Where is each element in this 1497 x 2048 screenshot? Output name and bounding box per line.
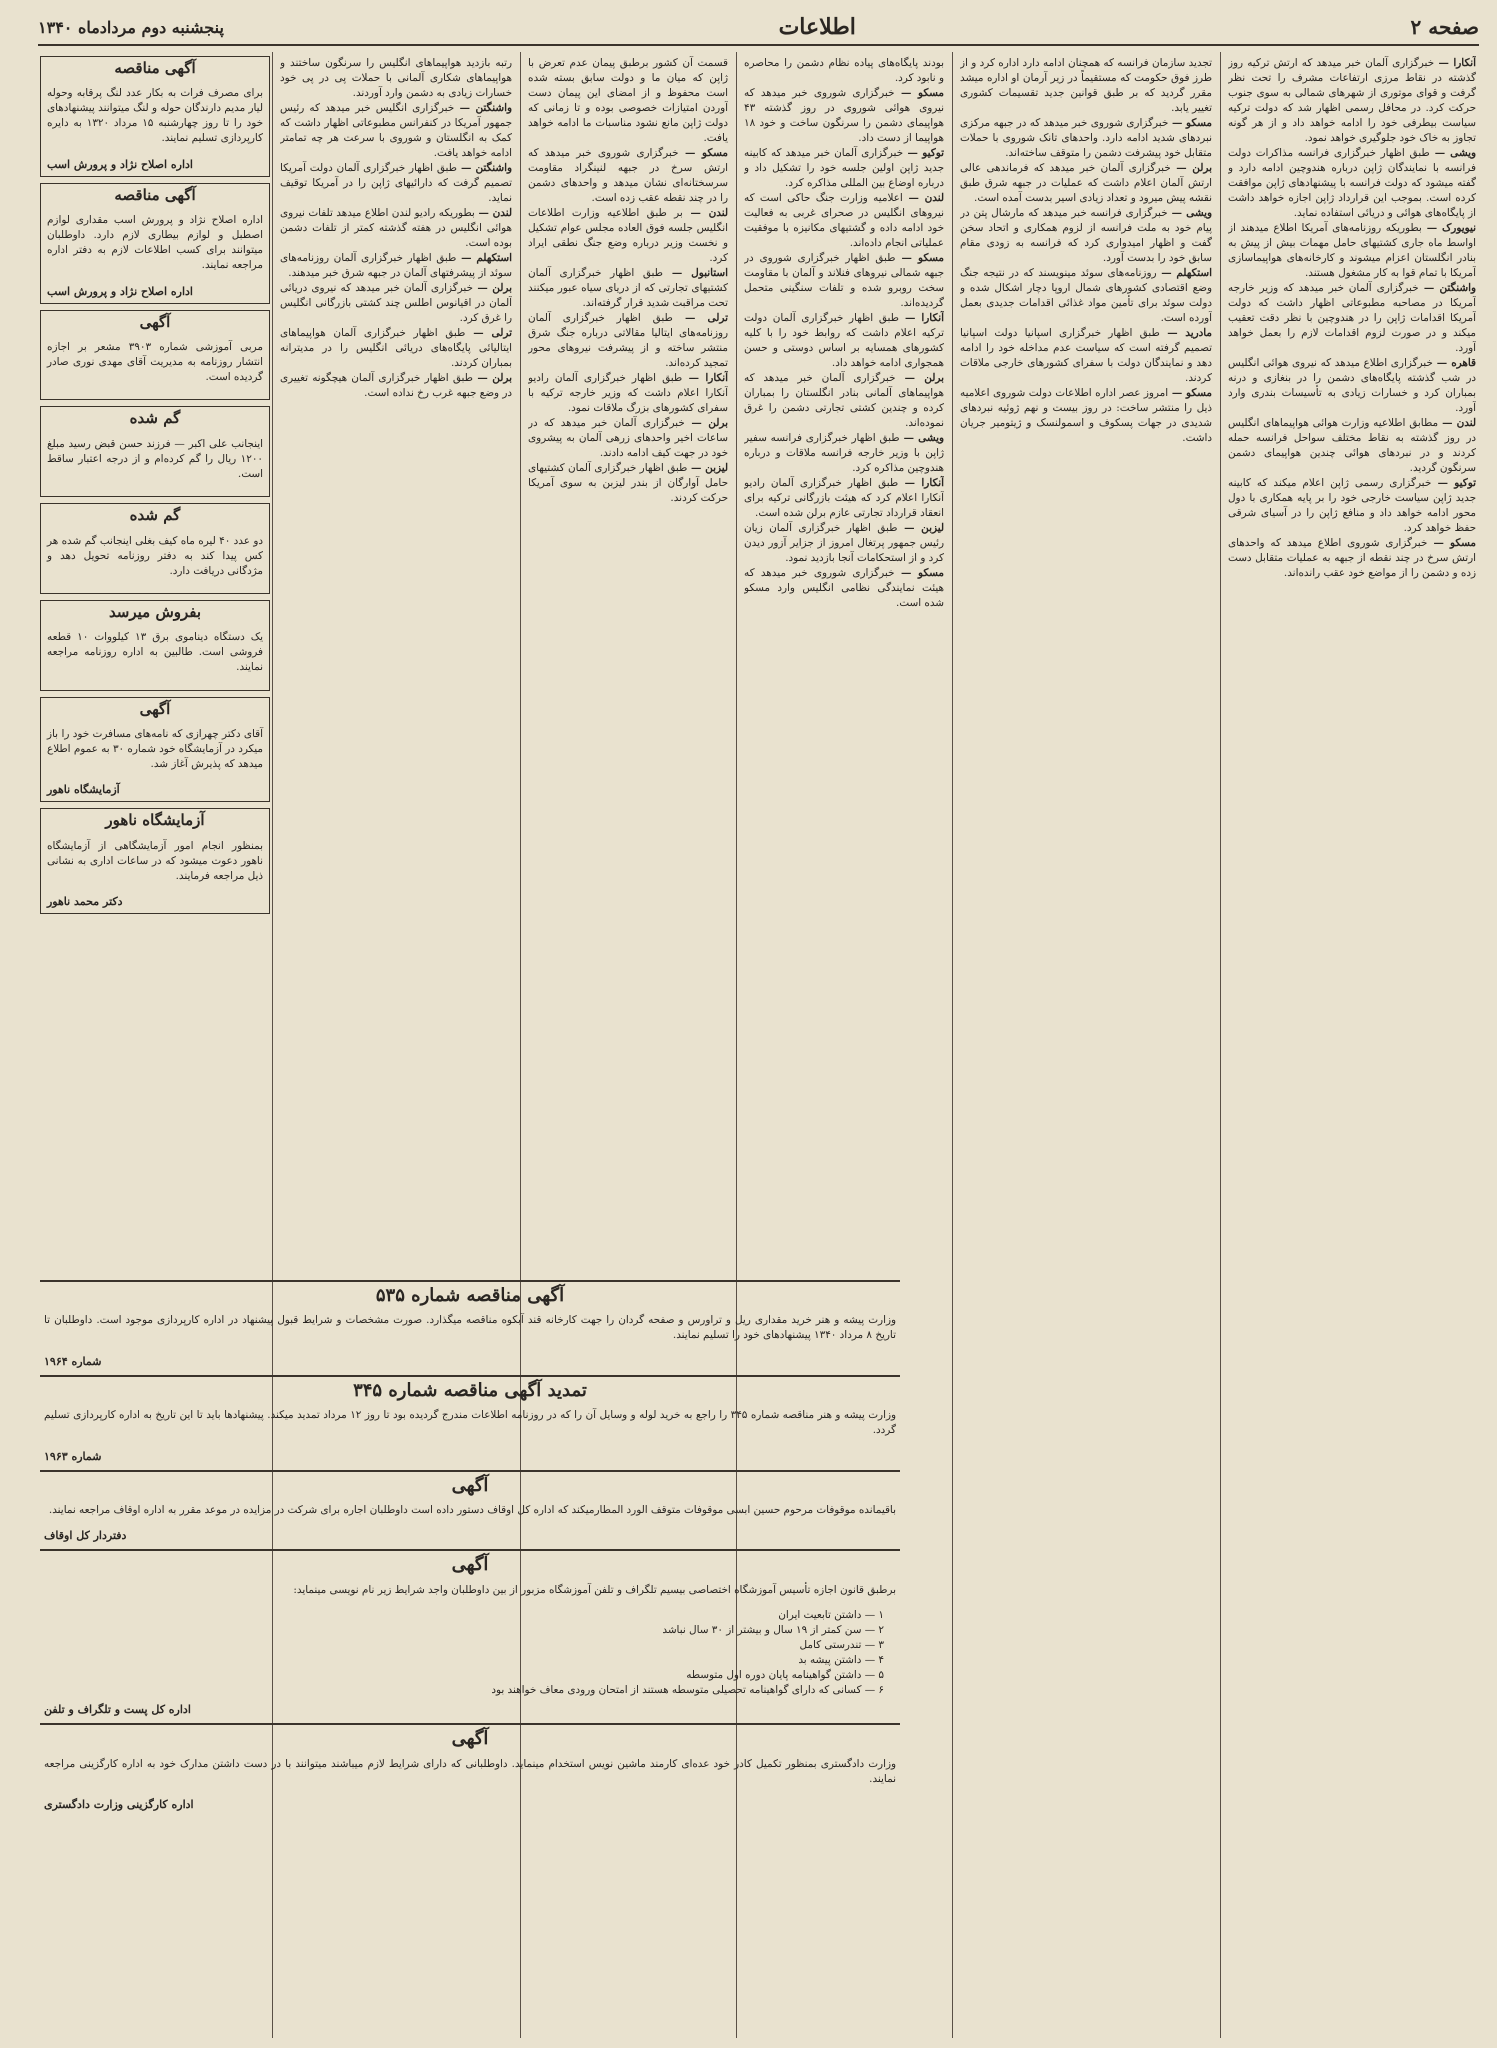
- official-notice: [40, 1470, 900, 1550]
- dispatch-text: طبق اظهار خبرگزاری آلمان روزنامه‌های سوئد از پیشرفتهای آلمان در جبهه شرق خبر میدهند.: [280, 252, 512, 279]
- news-dispatch: [744, 191, 944, 251]
- notice-body: وزارت پیشه و هنر خرید مقداری ریل و تراورس و صفحه گردان را جهت کارخانه قند آبکوه مناقصه میگذارد. صورت مشخصات و شرایط قبول پیشنهاد در اداره کارپردازی موجود است. داوطلبان تا تاریخ ۸ مرداد ۱۳۴۰ پیشنهادهای خود را تسلیم نمایند.: [44, 1314, 896, 1342]
- classified-ad: [40, 406, 270, 497]
- news-dispatch: [280, 281, 512, 326]
- dateline: توکیو —: [1431, 477, 1476, 489]
- dispatch-text: خبرگزاری آلمان خبر میدهد که در ساعات اخیر واحدهای زرهی آلمان به پیشروی خود در جهت کیف ادامه دادند.: [528, 417, 728, 459]
- dispatch-text: خبرگزاری آلمان خبر میدهد که هواپیماهای آلمانی بنادر انگلستان را بمباران کرده و چندین کشتی تجارتی دشمن را غرق نموده‌اند.: [744, 372, 944, 429]
- news-dispatch: [1228, 536, 1476, 581]
- news-dispatch: [744, 476, 944, 521]
- dateline: استکهلم —: [456, 252, 512, 264]
- dateline: ترلی —: [465, 327, 512, 339]
- newspaper-title: اطلاعات: [778, 14, 856, 40]
- dispatch-text: خبرگزاری فرانسه خبر میدهد که مارشال پتن در پیام خود به ملت فرانسه از لزوم همکاری و اتحاد سخن گفت و اظهار امیدواری کرد که فرانسه به زودی مقام سابق خود را بدست آورد.: [960, 207, 1212, 264]
- dateline: مسکو —: [895, 252, 944, 264]
- notice-body: وزارت پیشه و هنر مناقصه شماره ۳۴۵ را راجع به خرید لوله و وسایل آن را که در روزنامه اطلاعات مندرج گردیده بود تا روز ۱۲ مرداد تمدید میکند. پیشنهادها باید تا این تاریخ به اداره کارپردازی تسلیم گردد.: [44, 1409, 896, 1437]
- ad-body: مربی آموزشی شماره ۳۹۰۳ مشعر بر اجازه انتشار روزنامه به مدیریت آقای مهدی نوری صادر گردیده است.: [47, 340, 263, 383]
- ad-body: اداره اصلاح نژاد و پرورش اسب مقداری لوازم اصطبل و لوازم بیطاری لازم دارد. داوطلبان میتوانند برای کسب اطلاعات لازم به دفتر اداره مراجعه نمایند.: [47, 214, 263, 272]
- news-column-5: [280, 56, 512, 1268]
- dateline: ویشی —: [899, 432, 944, 444]
- dispatch-text: طبق اظهار خبرگزاری آلمان کشتیهای تجارتی که از دریای سیاه عبور میکنند تحت مراقبت شدید قرار گرفته‌اند.: [528, 267, 728, 309]
- dateline: برلن —: [1170, 162, 1212, 174]
- ad-signature: دکتر محمد ناهور: [47, 895, 123, 909]
- dateline: برلن —: [472, 282, 512, 294]
- official-notice: [40, 1549, 900, 1723]
- dateline: واشنگتن —: [1418, 282, 1476, 294]
- dateline: مسکو —: [678, 147, 728, 159]
- dispatch-text: بودند پایگاه‌های پیاده نظام دشمن را محاصره و نابود کرد.: [744, 57, 944, 84]
- dispatch-text: امروز عصر اداره اطلاعات دولت شوروی اعلامیه ذیل را منتشر ساخت: در روز بیست و نهم ژوئیه نبردهای شدیدی در جهات پسکوف و اسمولنسک و ژیتومیر جریان داشت.: [960, 387, 1212, 444]
- news-column-2: [960, 56, 1212, 2036]
- dateline: مادرید —: [1159, 327, 1212, 339]
- news-dispatch: [528, 146, 728, 206]
- dateline: ترلی —: [672, 312, 728, 324]
- dateline: مسکو —: [894, 87, 944, 99]
- ad-body: اینجانب علی اکبر — فرزند حسن قبض رسید مبلغ ۱۲۰۰ ریال را گم کرده‌ام و از درجه اعتبار ساقط است.: [47, 437, 263, 480]
- dispatch-text: خبرگزاری آلمان خبر میدهد که ارتش ترکیه روز گذشته در نقاط مرزی ارتفاعات مشرف را تحت نظر گرفت و قوای موتوری از شهرهای شمالی به سوی جنوب حرکت کرد. در محافل رسمی اظهار شد که دولت ترکیه سیاست بیطرفی خود را ادامه خواهد داد و از هر گونه تجاوز به خاک خود جلوگیری خواهد نمود.: [1228, 57, 1476, 144]
- ads-column: [40, 56, 270, 1274]
- classified-ad: [40, 600, 270, 691]
- news-dispatch: [744, 566, 944, 611]
- notice-title: آگهی: [451, 1474, 489, 1496]
- requirement-item: ۱ — داشتن تابعیت ایران: [778, 1609, 884, 1622]
- ad-signature: اداره اصلاح نژاد و پرورش اسب: [47, 284, 193, 298]
- news-dispatch: [280, 326, 512, 371]
- dateline: ویشی —: [1167, 207, 1212, 219]
- notice-body: وزارت دادگستری بمنظور تکمیل کادر خود عده‌ای کارمند ماشین نویس استخدام مینماید. داوطلبانی که دارای شرایط لازم میباشند میتوانند با در دست داشتن مدارک خود به اداره کارگزینی مراجعه نمایند.: [44, 1757, 896, 1785]
- news-column-4: [528, 56, 728, 1268]
- dispatch-text: طبق اظهار خبرگزاری فرانسه مذاکرات دولت فرانسه با نمایندگان ژاپن درباره هندوچین ادامه دارد و گفته میشود که دولت فرانسه با پیشنهادهای ژاپن موافقت کرده است. بموجب این قرارداد ژاپن اجازه خواهد داشت از پایگاه‌های هوائی و دریائی استفاده نماید.: [1228, 147, 1476, 219]
- ad-title: آزمایشگاه ناهور: [105, 811, 205, 830]
- dispatch-text: طبق اظهار خبرگزاری آلمان هیچگونه تغییری در وضع جبهه غرب رخ نداده است.: [280, 372, 512, 399]
- news-dispatch: [744, 146, 944, 191]
- classified-ad: [40, 183, 270, 304]
- dispatch-text: رتبه بازدید هواپیماهای انگلیس را سرنگون ساختند و هواپیماهای شکاری آلمانی با حملات پی در پی خود خسارات زیادی به دشمن وارد آوردند.: [280, 57, 512, 99]
- classified-ad: [40, 697, 270, 803]
- column-rule: [1220, 52, 1221, 2038]
- dispatch-text: بر طبق اطلاعیه وزارت اطلاعات انگلیس جلسه فوق العاده مجلس عوام تشکیل و نخست وزیر درباره وضع جنگ نطقی ایراد کرد.: [528, 207, 728, 264]
- dateline: مسکو —: [1168, 117, 1212, 129]
- ad-body: بمنظور انجام امور آزمایشگاهی از آزمایشگاه ناهور دعوت میشود که در ساعات اداری به نشانی ذیل مراجعه فرمایند.: [47, 839, 263, 882]
- dispatch-text: بطوریکه رادیو لندن اطلاع میدهد تلفات نیروی هوائی انگلیس در هفته گذشته کمتر از تلفات دشمن بوده است.: [280, 207, 512, 249]
- notice-signature: اداره کارگزینی وزارت دادگستری: [44, 1797, 194, 1811]
- dispatch-text: خبرگزاری شوروی خبر میدهد که در جبهه مرکزی نبردهای شدید ادامه دارد. واحدهای تانک شوروی با حملات متقابل خود پیشرفت دشمن را متوقف ساخته‌اند.: [960, 117, 1212, 159]
- dateline: لندن —: [902, 192, 944, 204]
- ad-body: دو عدد ۴۰ لیره ماه کیف بغلی اینجانب گم شده هر کس پیدا کند به دفتر روزنامه تحویل دهد و مژدگانی دریافت دارد.: [47, 534, 263, 577]
- news-dispatch: [1228, 221, 1476, 281]
- ad-signature: آزمایشگاه ناهور: [47, 783, 120, 797]
- ad-title: بفروش میرسد: [108, 602, 202, 621]
- dateline: برلن —: [472, 372, 512, 384]
- dispatch-text: خبرگزاری انگلیس خبر میدهد که رئیس جمهور آمریکا در کنفرانس مطبوعاتی اظهار داشت که کمک به انگلستان و شوروی با سرعت هر چه تمامتر ادامه خواهد یافت.: [280, 102, 512, 159]
- dateline: لیزبن —: [687, 462, 728, 474]
- dateline: لندن —: [474, 207, 512, 219]
- news-dispatch: [528, 56, 728, 146]
- notice-signature: شماره ۱۹۶۳: [44, 1449, 102, 1463]
- news-dispatch: [280, 206, 512, 251]
- news-dispatch: [744, 86, 944, 146]
- ad-body: آقای دکتر چهرازی که نامه‌های مسافرت خود را باز میکرد در آزمایشگاه خود شماره ۳۰ به عموم اطلاع میدهد که پذیرش آغاز شد.: [47, 728, 263, 771]
- news-dispatch: [744, 311, 944, 371]
- dateline: برلن —: [684, 417, 728, 429]
- news-dispatch: [280, 371, 512, 401]
- issue-date: پنجشنبه دوم مردادماه ۱۳۴۰: [38, 17, 224, 37]
- news-dispatch: [960, 56, 1212, 116]
- news-dispatch: [960, 386, 1212, 446]
- news-dispatch: [528, 371, 728, 416]
- dispatch-text: طبق اظهار خبرگزاری شوروی در جبهه شمالی نیروهای فنلاند و آلمان با مقاومت سخت روبرو شده و تلفات سنگینی متحمل گردیده‌اند.: [744, 252, 944, 309]
- notice-signature: شماره ۱۹۶۴: [44, 1354, 102, 1368]
- news-dispatch: [744, 521, 944, 566]
- ad-title: گم شده: [129, 409, 181, 428]
- dateline: مسکو —: [1427, 537, 1476, 549]
- dateline: لندن —: [1438, 417, 1476, 429]
- official-notices: [40, 1280, 900, 2034]
- news-dispatch: [528, 206, 728, 266]
- dateline: مسکو —: [894, 567, 944, 579]
- requirement-item: ۲ — سن کمتر از ۱۹ سال و بیشتر از ۳۰ سال نباشد: [662, 1624, 884, 1637]
- dateline: آنکارا —: [898, 477, 944, 489]
- dateline: توکیو —: [903, 147, 944, 159]
- dispatch-text: مطابق اطلاعیه وزارت هوائی هواپیماهای انگلیس در روز گذشته به نقاط مختلف سواحل فرانسه حمله کردند و در نبردهای هوائی چندین هواپیمای دشمن سرنگون گردید.: [1228, 417, 1476, 474]
- ad-title: گم شده: [129, 506, 181, 525]
- dispatch-text: طبق اظهار خبرگزاری آلمان رادیو آنکارا اعلام کرد که هیئت بازرگانی ترکیه برای انعقاد قرارداد تجارتی عازم برلن شده است.: [744, 477, 944, 519]
- news-dispatch: [1228, 476, 1476, 536]
- page-header: [38, 10, 1479, 46]
- classified-ad: [40, 503, 270, 594]
- ad-title: آگهی مناقصه: [114, 185, 196, 204]
- ad-body: یک دستگاه دیناموی برق ۱۳ کیلووات ۱۰ قطعه فروشی است. طالبین به اداره روزنامه مراجعه نمایند.: [47, 631, 263, 674]
- dateline: آنکارا —: [1434, 57, 1476, 69]
- dispatch-text: طبق اظهار خبرگزاری اسپانیا دولت اسپانیا تصمیم گرفته است که سیاست عدم مداخله خود را ادامه دهد و نمایندگان دولت با سفرای کشورهای خارجی ملاقات کردند.: [960, 327, 1212, 384]
- dateline: ویشی —: [1429, 147, 1476, 159]
- dispatch-text: خبرگزاری رسمی ژاپن اعلام میکند که کابینه جدید ژاپن سیاست خارجی خود را بر پایه همکاری با دول محور ادامه خواهد داد و منافع ژاپن را در آسیای شرقی حفظ خواهد کرد.: [1228, 477, 1476, 534]
- ad-title: آگهی مناقصه: [114, 59, 196, 77]
- news-dispatch: [280, 101, 512, 161]
- dateline: برلن —: [895, 372, 944, 384]
- ad-signature: اداره اصلاح نژاد و پرورش اسب: [47, 157, 193, 171]
- dispatch-text: بطوریکه روزنامه‌های آمریکا اطلاع میدهند از اواسط ماه جاری کشتیهای حامل مهمات بیش از پیش به بنادر انگلستان اعزام میشوند و کارخانه‌های هواپیماسازی آمریکا با تمام قوا به کار مشغول هستند.: [1228, 222, 1476, 279]
- notice-title: آگهی: [451, 1728, 489, 1750]
- notice-signature: دفتردار کل اوقاف: [44, 1529, 127, 1543]
- news-dispatch: [1228, 146, 1476, 221]
- official-notice: [40, 1375, 900, 1470]
- news-dispatch: [1228, 416, 1476, 476]
- dispatch-text: خبرگزاری آلمان خبر میدهد که فرماندهی عالی ارتش آلمان اعلام داشت که عملیات در جبهه شرق طبق نقشه پیش میرود و تعداد زیادی اسیر بدست آمده است.: [960, 162, 1212, 204]
- dispatch-text: اعلامیه وزارت جنگ حاکی است که نیروهای انگلیس در صحرای غربی به فعالیت خود ادامه داده و گشتیهای مکانیزه با موفقیت عملیاتی انجام داده‌اند.: [744, 192, 944, 249]
- news-dispatch: [280, 56, 512, 101]
- news-dispatch: [960, 161, 1212, 206]
- news-dispatch: [1228, 281, 1476, 356]
- news-dispatch: [280, 161, 512, 206]
- notice-title: تمدید آگهی مناقصه شماره ۳۴۵: [353, 1379, 587, 1401]
- page-number: صفحه ۲: [1410, 15, 1479, 39]
- dateline: قاهره —: [1432, 357, 1476, 369]
- classified-ad: [40, 808, 270, 914]
- dispatch-text: طبق اظهار خبرگزاری آلمان هواپیماهای ایتالیائی پایگاه‌های دریائی انگلیس را در مدیترانه بمباران کردند.: [280, 327, 512, 369]
- news-dispatch: [528, 461, 728, 506]
- dispatch-text: خبرگزاری شوروی خبر میدهد که نیروی هوائی شوروی در روز گذشته ۴۳ هواپیمای دشمن را سرنگون ساخت و خود ۱۸ هواپیما از دست داد.: [744, 87, 944, 144]
- news-dispatch: [528, 416, 728, 461]
- dateline: واشنگتن —: [456, 162, 512, 174]
- news-dispatch: [960, 206, 1212, 266]
- ad-body: برای مصرف فرات به بکار عدد لنگ پرقابه وحوله لیار مدیم دارندگان حوله و لنگ میتوانند پیشنهادهای خود را تا روز چهارشنبه ۱۵ مرداد ۱۳۲۰ به دایره کارپردازی تسلیم نمایند.: [47, 87, 263, 145]
- dateline: آنکارا —: [682, 372, 728, 384]
- news-dispatch: [744, 431, 944, 476]
- news-dispatch: [280, 251, 512, 281]
- notice-body: برطبق قانون اجازه تأسیس آموزشگاه اختصاصی بیسیم تلگراف و تلفن آموزشگاه مزبور از بین داوطلبان واجد شرایط زیر نام نویسی مینماید:: [293, 1583, 896, 1596]
- news-column-1: [1228, 56, 1476, 2036]
- dateline: آنکارا —: [898, 312, 944, 324]
- ad-title: آگهی: [139, 312, 171, 331]
- dispatch-text: خبرگزاری اطلاع میدهد که نیروی هوائی انگلیس در شب گذشته پایگاه‌های دشمن را در بنغازی و درنه بمباران کرد و خسارات زیادی به تأسیسات بندری وارد آورد.: [1228, 357, 1476, 414]
- news-dispatch: [528, 266, 728, 311]
- dateline: واشنگتن —: [454, 102, 512, 114]
- notice-title: آگهی: [451, 1554, 489, 1576]
- dispatch-text: طبق اظهار خبرگزاری آلمان روزنامه‌های ایتالیا مقالاتی درباره جنگ شرق منتشر ساخته و از پیشرفت نیروهای محور تمجید کرده‌اند.: [528, 312, 728, 369]
- dateline: مسکو —: [1168, 387, 1212, 399]
- dispatch-text: روزنامه‌های سوئد مینویسند که در نتیجه جنگ وضع اقتصادی کشورهای شمال اروپا دچار اشکال شده و دولت سوئد برای تأمین مواد غذائی اقدامات جدیدی بعمل آورده است.: [960, 267, 1212, 324]
- dispatch-text: تجدید سازمان فرانسه که همچنان ادامه دارد اداره کرد و از طرز فوق حکومت که مستقیماً در زیر آرمان او اداره میشد مقرر گردید که بر طبق قوانین جدید تقسیمات کشوری تغییر یابد.: [960, 57, 1212, 114]
- notice-body: باقیمانده موقوفات مرحوم حسین ابسی موقوفات متوقف الورد المطارمیکند که اداره کل اوقاف دستور داده است داوطلبان اجاره برای شرکت در مزایده در موعد مقرر به اداره اوقاف مراجعه نمایند.: [48, 1503, 896, 1516]
- news-dispatch: [960, 326, 1212, 386]
- news-dispatch: [960, 266, 1212, 326]
- classified-ad: [40, 56, 270, 177]
- dateline: استانبول —: [662, 267, 728, 279]
- dispatch-text: قسمت آن کشور برطبق پیمان عدم تعرض با ژاپن که میان ما و دولت سابق بسته شده است محفوظ و از امضای این پیمان دست آوردن امتیازات خصوصی بوده و تا زمانی که دولت ژاپن مانع نشود مناسبات ما ادامه خواهد یافت.: [528, 57, 728, 144]
- dispatch-text: خبرگزاری شوروی اطلاع میدهد که واحدهای ارتش سرخ در چند نقطه از جبهه به عملیات متقابل دست زده و دشمن را از مواضع خود عقب رانده‌اند.: [1228, 537, 1476, 579]
- classified-ad: [40, 310, 270, 401]
- notice-title: آگهی مناقصه شماره ۵۳۵: [375, 1285, 565, 1306]
- news-dispatch: [744, 371, 944, 431]
- dispatch-text: طبق اظهار خبرگزاری آلمان دولت ترکیه اعلام داشت که روابط خود را با کلیه کشورهای همسایه بر اساس دوستی و حسن همجواری ادامه خواهد داد.: [744, 312, 944, 369]
- dispatch-text: خبرگزاری آلمان خبر میدهد که کابینه جدید ژاپن اولین جلسه خود را تشکیل داد و درباره اوضاع بین المللی مذاکره کرد.: [744, 147, 944, 189]
- notice-signature: اداره کل پست و تلگراف و تلفن: [44, 1703, 191, 1717]
- requirement-item: ۳ — تندرستی کامل: [799, 1639, 884, 1652]
- official-notice: [40, 1723, 900, 1818]
- dispatch-text: طبق اظهار خبرگزاری آلمان رادیو آنکارا اعلام داشت که وزیر خارجه ترکیه با سفرای کشورهای بزرگ ملاقات نمود.: [528, 372, 728, 414]
- news-dispatch: [1228, 56, 1476, 146]
- requirements-list: [44, 1608, 896, 1698]
- dispatch-text: طبق اظهار خبرگزاری فرانسه سفیر ژاپن با وزیر خارجه فرانسه ملاقات و درباره هندوچین مذاکره کرد.: [744, 432, 944, 474]
- dateline: لندن —: [682, 207, 728, 219]
- requirement-item: ۴ — داشتن پیشه بد: [798, 1654, 884, 1667]
- dispatch-text: خبرگزاری آلمان خبر میدهد که وزیر خارجه آمریکا در مصاحبه مطبوعاتی اظهار داشت که دولت آمریکا اقدامات ژاپن را در هندوچین با نظر دقت تعقیب میکند و در صورت لزوم اقدامات لازم را بعمل خواهد آورد.: [1228, 282, 1476, 354]
- news-dispatch: [528, 311, 728, 371]
- official-notice: [40, 1280, 900, 1375]
- dateline: لیزبن —: [897, 522, 944, 534]
- dispatch-text: طبق اظهار خبرگزاری آلمان زیان رئیس جمهور پرتغال امروز از جزایر آزور دیدن کرد و از استحکامات آنجا بازدید نمود.: [744, 522, 944, 564]
- dateline: نیویورک —: [1421, 222, 1476, 234]
- dispatch-text: طبق اظهار خبرگزاری آلمان دولت آمریکا تصمیم گرفت که دارائیهای ژاپن را در آمریکا توقیف نماید.: [280, 162, 512, 204]
- news-dispatch: [960, 116, 1212, 161]
- news-dispatch: [744, 251, 944, 311]
- column-rule: [952, 52, 953, 2038]
- requirement-item: ۶ — کسانی که دارای گواهینامه تحصیلی متوسطه هستند از امتحان ورودی معاف خواهند بود: [491, 1684, 884, 1697]
- dispatch-text: خبرگزاری آلمان خبر میدهد که نیروی دریائی آلمان در اقیانوس اطلس چند کشتی بازرگانی انگلیس را غرق کرد.: [280, 282, 512, 324]
- dispatch-text: خبرگزاری شوروی خبر میدهد که ارتش سرخ در جبهه لنینگراد مقاومت سرسختانه‌ای نشان میدهد و واحدهای دشمن را در چند نقطه عقب زده است.: [528, 147, 728, 204]
- requirement-item: ۵ — داشتن گواهینامه پایان دوره اول متوسطه: [686, 1669, 884, 1682]
- ad-title: آگهی: [139, 699, 171, 718]
- dispatch-text: خبرگزاری شوروی خبر میدهد که هیئت نمایندگی نظامی انگلیس وارد مسکو شده است.: [744, 567, 944, 609]
- dispatch-text: طبق اظهار خبرگزاری آلمان کشتیهای حامل آوارگان از بندر لیزبن به سوی آمریکا حرکت کردند.: [528, 462, 728, 504]
- dateline: استکهلم —: [1156, 267, 1212, 279]
- news-dispatch: [1228, 356, 1476, 416]
- news-dispatch: [744, 56, 944, 86]
- news-column-3: [744, 56, 944, 1268]
